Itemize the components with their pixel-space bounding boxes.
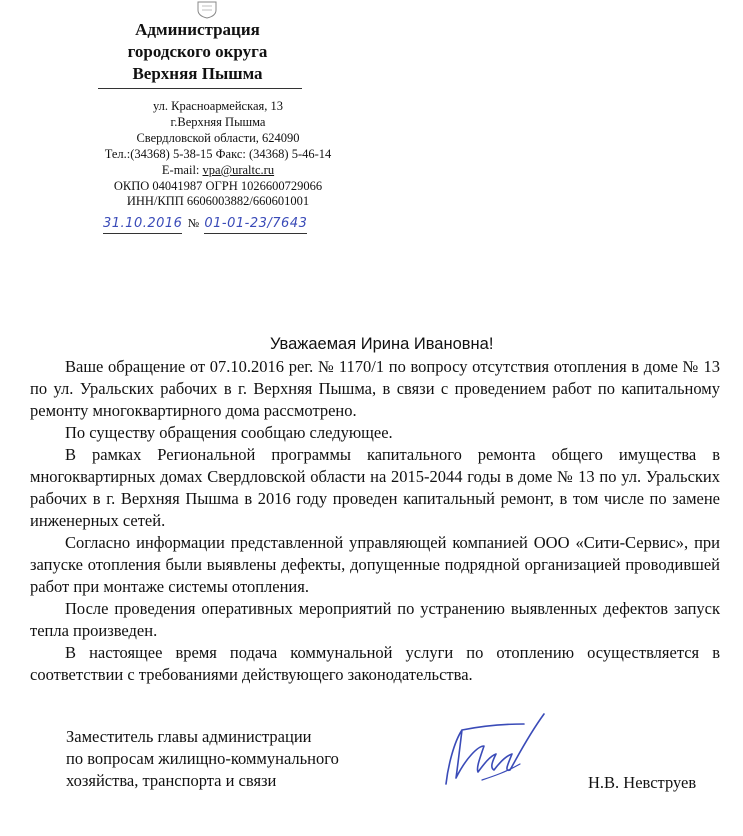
- signer-name: Н.В. Невструев: [588, 773, 697, 792]
- letter-body: [30, 356, 720, 686]
- signatory-title-line2: по вопросам жилищно-коммунального: [66, 749, 339, 768]
- paragraph: В рамках Региональной программы капитального ремонта общего имущества в многоквартирных домах Свердловской области на 2015-2044 годы в доме № 13 по ул. Уральских рабочих в г. Верхняя Пышма в 2016 году проведен капитальный ремонт, в том числе по замене инженерных сетей.: [30, 445, 720, 530]
- address-email: [88, 163, 348, 179]
- paragraph: Ваше обращение от 07.10.2016 рег. № 1170/1 по вопросу отсутствия отопления в доме № 13 по ул. Уральских рабочих в г. Верхняя Пышма, в связи с проведением работ по капитальному ремонту многоквартирного дома рассмотрено.: [30, 357, 720, 420]
- org-name-line3: Верхняя Пышма: [132, 64, 263, 83]
- address-codes-okpo: ОКПО 04041987 ОГРН 1026600729066: [113, 179, 323, 193]
- handwritten-signature: [432, 706, 552, 790]
- address-phones: Тел.:(34368) 5-38-15 Факс: (34368) 5-46-14: [104, 147, 332, 161]
- email-label: E-mail:: [161, 163, 203, 177]
- signatory-title-line3: хозяйства, транспорта и связи: [66, 771, 277, 790]
- number-sign: №: [187, 216, 200, 230]
- org-name-line1: Администрация: [135, 20, 260, 39]
- registration-number: 01-01-23/7643: [204, 215, 307, 234]
- org-name-line2: городского округа: [127, 42, 268, 61]
- address-codes-inn: ИНН/КПП 6606003882/660601001: [126, 194, 310, 208]
- paragraph: В настоящее время подача коммунальной услуги по отоплению осуществляется в соответствии с требованиями действующего законодательства.: [30, 643, 720, 684]
- paragraph: Согласно информации представленной управляющей компанией ООО «Сити-Сервис», при запуске отопления были выявлены дефекты, допущенные подрядной организацией проводившей работ при монтаже системы отопления.: [30, 533, 720, 596]
- letter-greeting: Уважаемая Ирина Ивановна!: [270, 335, 494, 353]
- address-region: Свердловской области, 624090: [136, 131, 300, 145]
- address-city: г.Верхняя Пышма: [170, 115, 266, 129]
- email-link[interactable]: vpa@uraltc.ru: [202, 163, 275, 177]
- header-divider: [98, 88, 302, 89]
- paragraph: По существу обращения сообщаю следующее.: [65, 423, 393, 442]
- registration-date: 31.10.2016: [103, 215, 182, 234]
- signatory-title: [66, 726, 339, 792]
- registration-line: [103, 214, 307, 234]
- coat-of-arms-emblem: [196, 1, 218, 19]
- address-street: ул. Красноармейская, 13: [152, 99, 284, 113]
- signatory-title-line1: Заместитель главы администрации: [66, 727, 312, 746]
- paragraph: После проведения оперативных мероприятий по устранению выявленных дефектов запуск тепла произведен.: [30, 599, 720, 640]
